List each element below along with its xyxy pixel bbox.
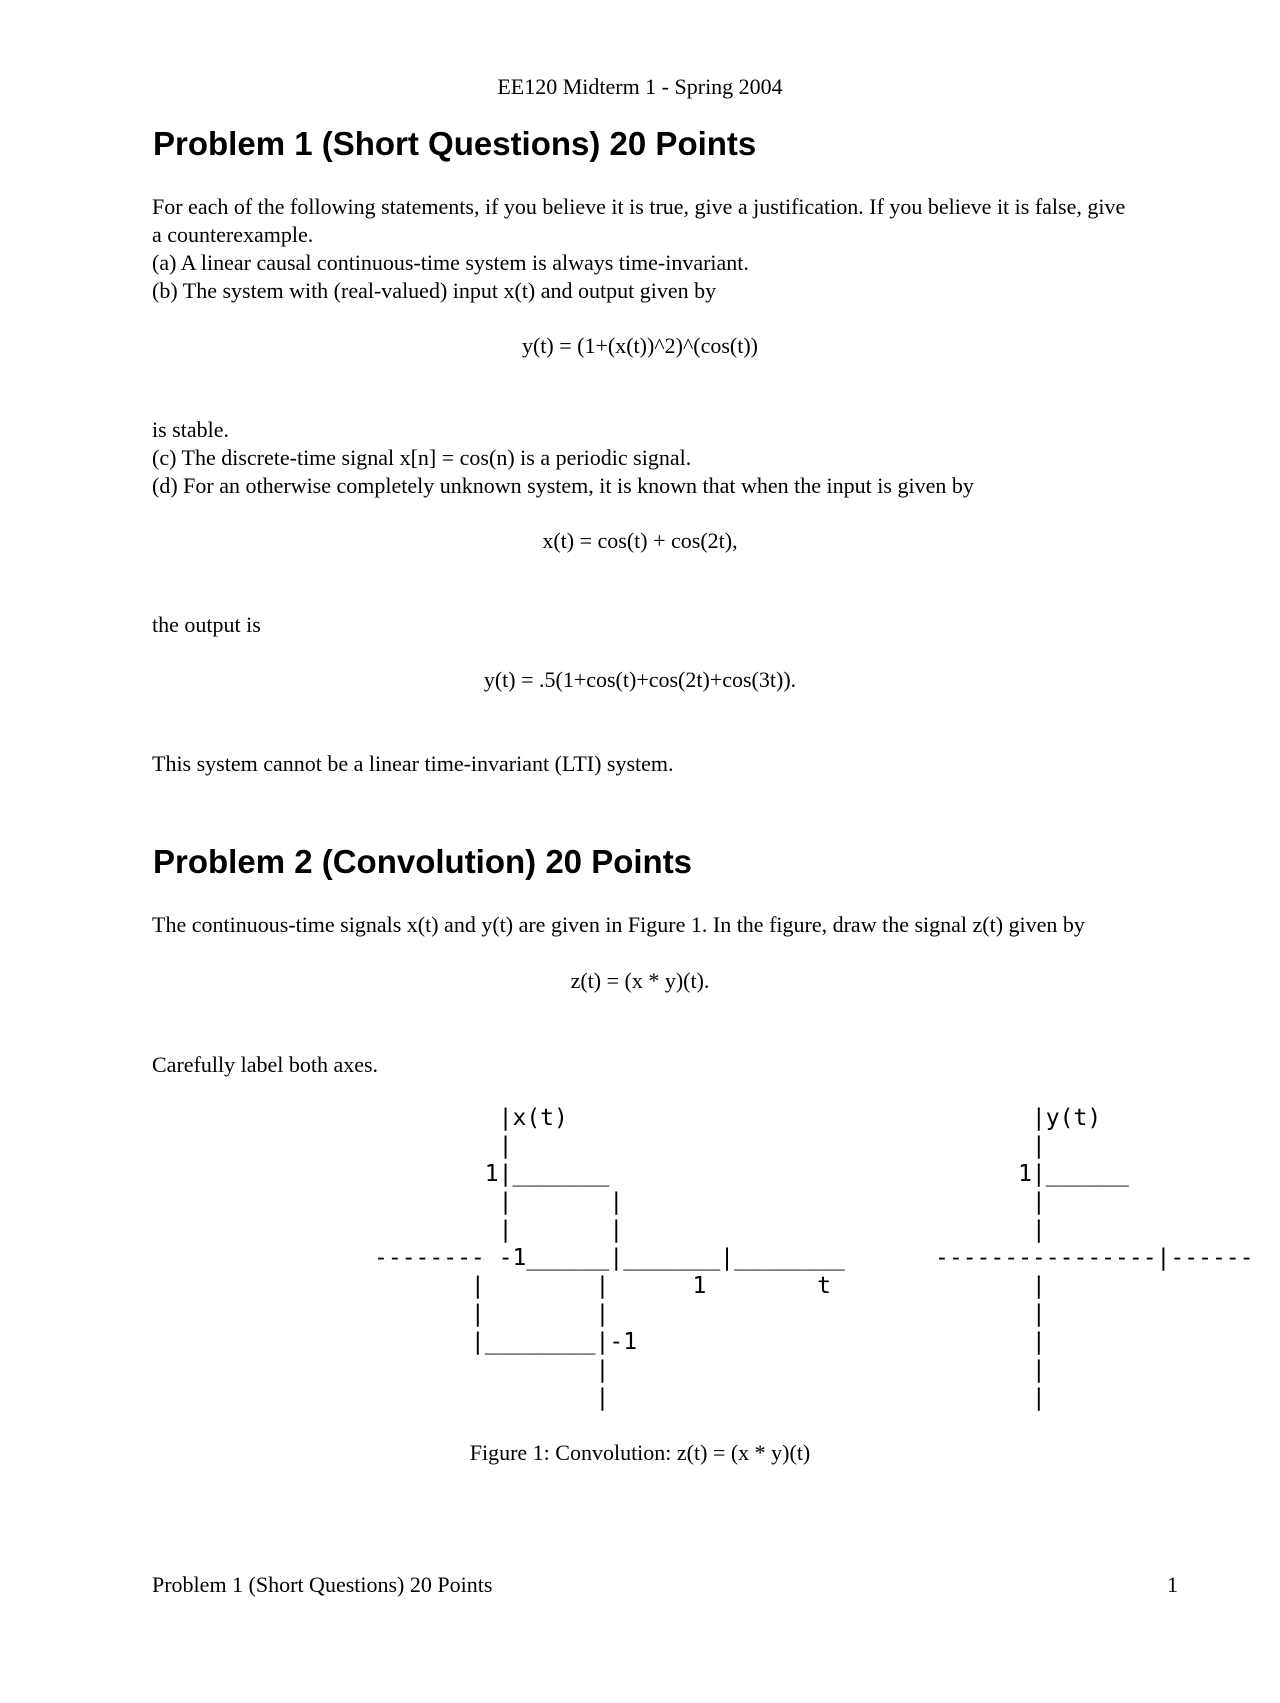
y-t-ascii-plot: |y(t) | 1|______ | | ----------------|------ | | | | | — [935, 1105, 1254, 1411]
problem-1-part-a: (a) A linear causal continuous-time system is always time-invariant. — [152, 250, 749, 275]
problem-1-heading: Problem 1 (Short Questions) 20 Points — [153, 125, 757, 162]
figure-1-caption: Figure 1: Convolution: z(t) = (x * y)(t) — [469, 1440, 811, 1465]
equation-d-output: y(t) = .5(1+cos(t)+cos(2t)+cos(3t)). — [483, 667, 797, 692]
equation-convolution: z(t) = (x * y)(t). — [570, 968, 710, 993]
problem-1-intro-line-2: a counterexample. — [152, 222, 314, 247]
equation-d-input: x(t) = cos(t) + cos(2t), — [542, 528, 738, 553]
equation-b: y(t) = (1+(x(t))^2)^(cos(t)) — [521, 333, 759, 358]
problem-1-intro-line-1: For each of the following statements, if you believe it is true, give a justification. If you believe it is false, give — [152, 194, 1126, 219]
footer-section-title: Problem 1 (Short Questions) 20 Points — [152, 1572, 493, 1597]
problem-1-part-b: (b) The system with (real-valued) input x(t) and output given by — [152, 278, 717, 303]
problem-1-conclusion: This system cannot be a linear time-invariant (LTI) system. — [152, 751, 674, 776]
problem-2-heading: Problem 2 (Convolution) 20 Points — [153, 843, 693, 880]
stable-text: is stable. — [152, 417, 229, 442]
page-number: 1 — [1167, 1572, 1178, 1597]
label-axes-text: Carefully label both axes. — [152, 1052, 379, 1077]
running-title: EE120 Midterm 1 - Spring 2004 — [497, 74, 783, 99]
problem-1-part-c: (c) The discrete-time signal x[n] = cos(n) is a periodic signal. — [152, 445, 692, 470]
x-t-ascii-plot: |x(t) | 1|_______ | | | | -------- -1______|_______|________ | | 1 t | | |________|-1 | | — [374, 1105, 845, 1411]
problem-1-part-d: (d) For an otherwise completely unknown system, it is known that when the input is given by — [152, 473, 974, 498]
problem-2-intro: The continuous-time signals x(t) and y(t) are given in Figure 1. In the figure, draw the signal z(t) given by — [152, 912, 1085, 937]
output-is-text: the output is — [152, 612, 261, 637]
